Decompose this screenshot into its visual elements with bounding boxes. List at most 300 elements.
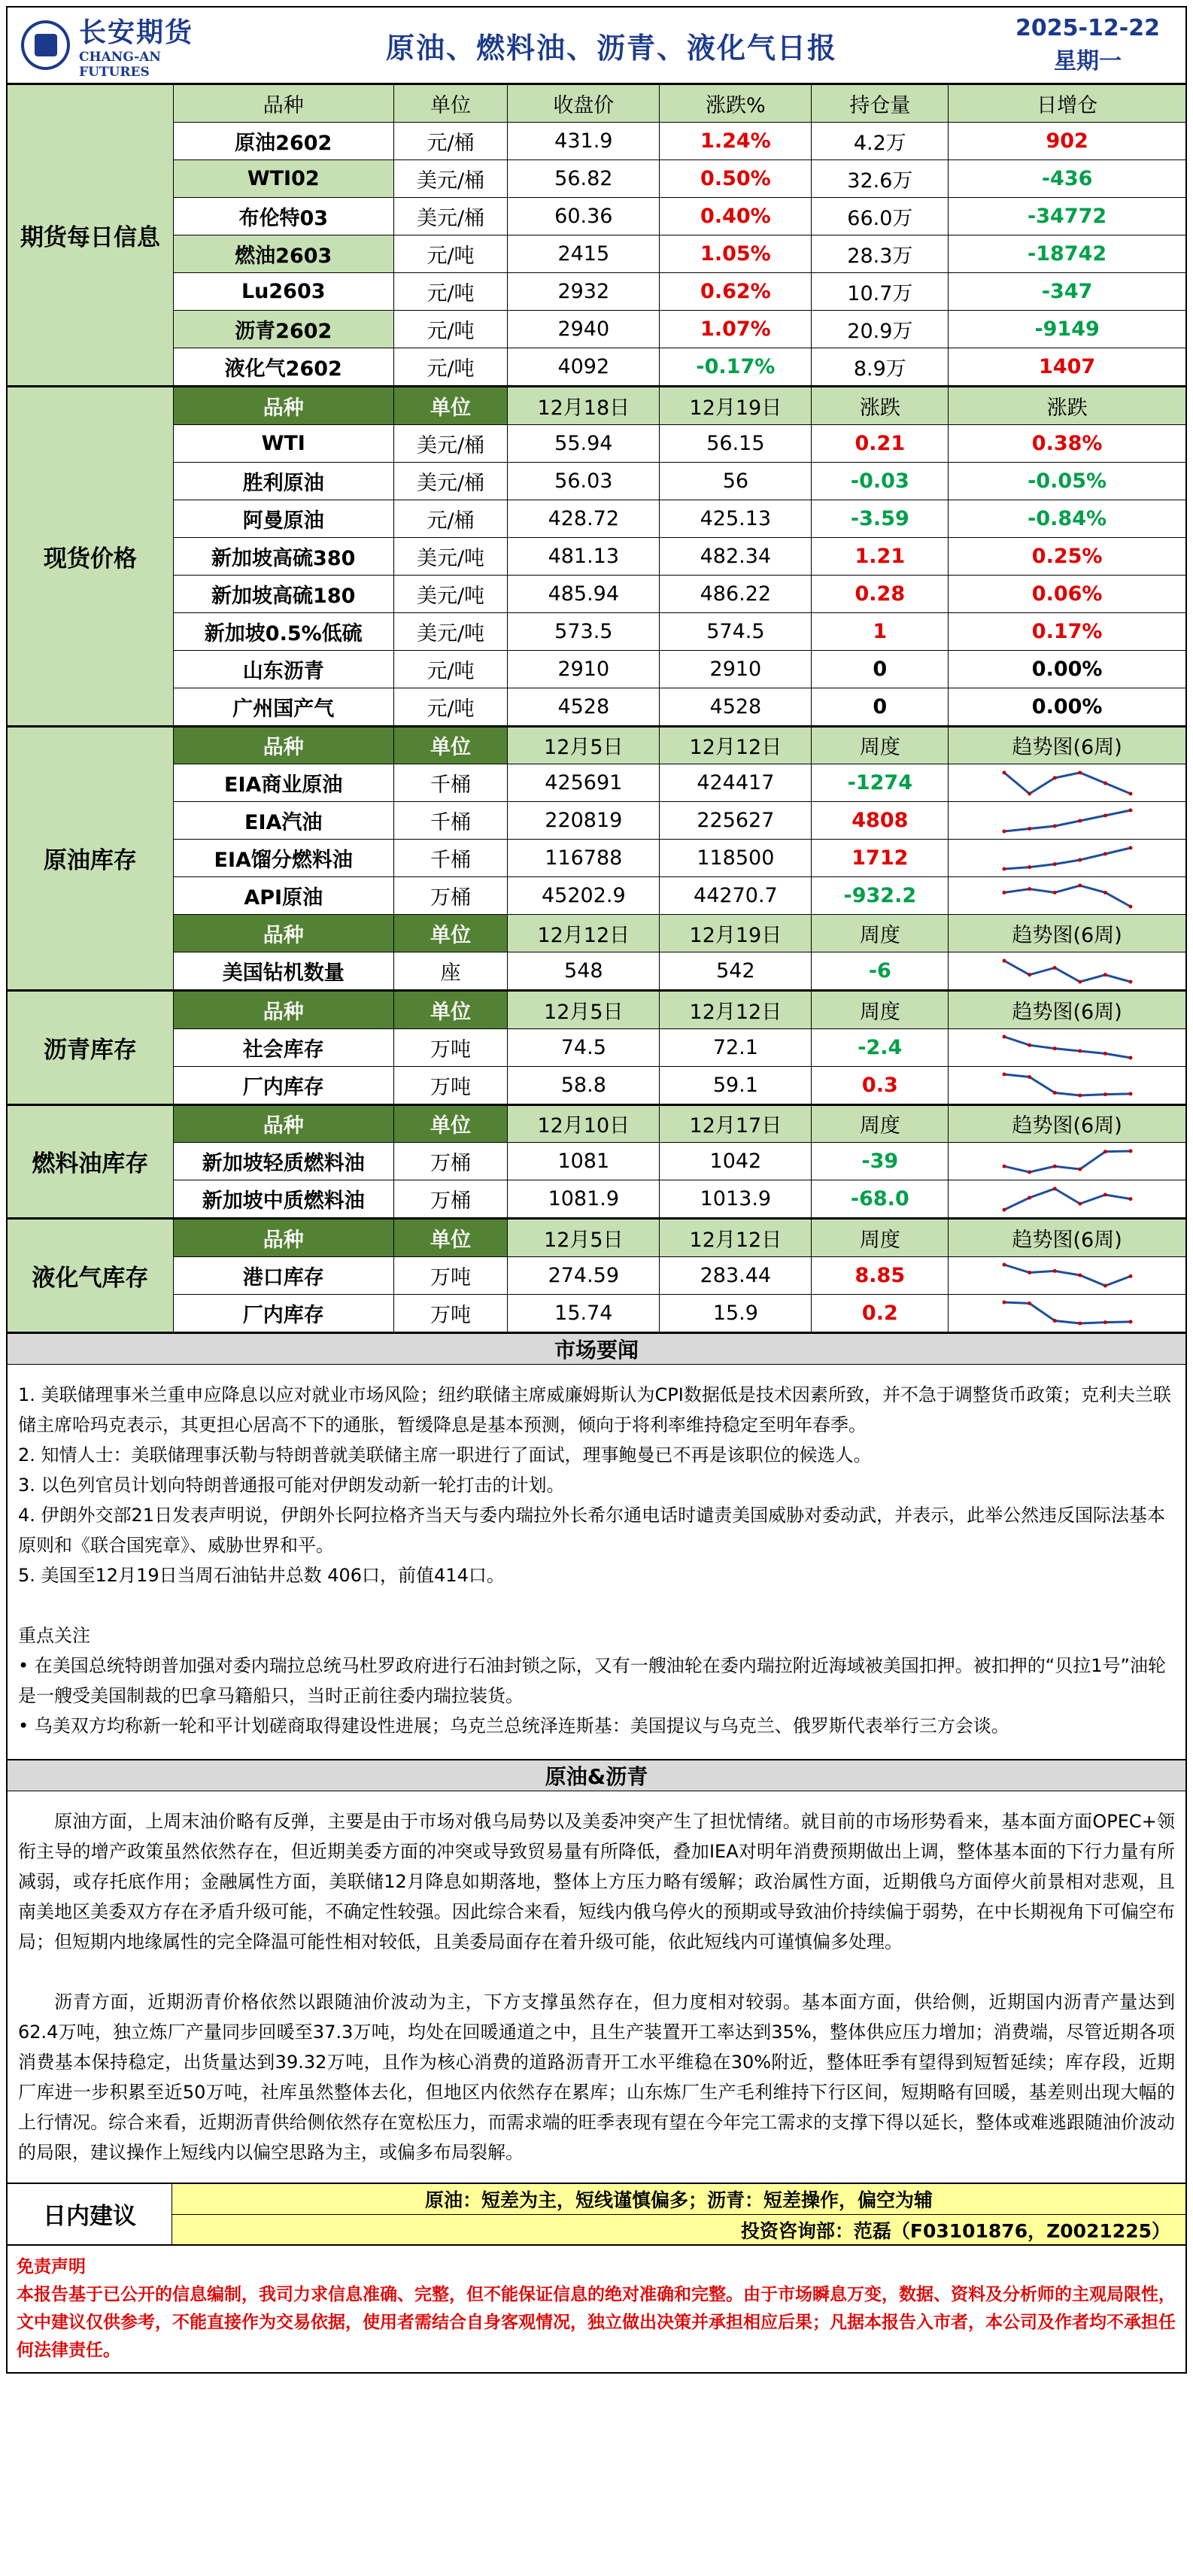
trend-point (1028, 827, 1031, 831)
trend-point (1052, 1269, 1056, 1273)
row-unit: 美元/吨 (393, 537, 508, 575)
trend-point (1078, 1322, 1082, 1326)
trend-point (1103, 852, 1107, 855)
row-price-2: 2910 (660, 650, 812, 688)
trend-point (1128, 808, 1132, 812)
table-row (8, 688, 1185, 725)
table-header-row (8, 915, 1185, 952)
column-header: 趋势图(6周) (949, 991, 1185, 1028)
trend-point (1002, 1073, 1006, 1077)
row-value-1: 548 (508, 952, 660, 990)
trend-sparkline (1000, 1298, 1135, 1328)
trend-point (1103, 890, 1107, 894)
row-trend (949, 952, 1185, 990)
row-trend (949, 1294, 1185, 1332)
row-weekly-change: 8.85 (812, 1256, 949, 1294)
trend-sparkline (1000, 1184, 1135, 1214)
trend-point (1028, 1043, 1031, 1047)
row-close: 2932 (508, 273, 660, 311)
row-unit: 元/吨 (393, 650, 508, 688)
futures-section-label: 期货每日信息 (8, 85, 173, 386)
row-oi-change: -436 (949, 160, 1185, 198)
row-unit: 万桶 (393, 1143, 508, 1180)
row-value-1: 58.8 (508, 1066, 660, 1104)
trend-point (1078, 819, 1082, 822)
row-name: 社会库存 (173, 1028, 393, 1066)
row-close: 4092 (508, 348, 660, 386)
table-row (8, 311, 1185, 348)
trend-point (1128, 904, 1132, 908)
row-name: 原油2602 (173, 123, 393, 160)
news-item: 5. 美国至12月19日当周石油钻井总数 406口，前值414口。 (18, 1564, 505, 1586)
trend-point (1028, 865, 1031, 869)
row-value-1: 274.59 (508, 1256, 660, 1294)
trend-point (1002, 1035, 1006, 1039)
row-change-pct: -0.05% (949, 462, 1185, 500)
row-unit: 万吨 (393, 1066, 508, 1104)
row-name: 燃油2603 (173, 235, 393, 273)
row-weekly-change: -68.0 (812, 1180, 949, 1218)
row-name: EIA馏分燃料油 (173, 840, 393, 877)
trend-point (1002, 1301, 1006, 1305)
row-oi-change: -9149 (949, 311, 1185, 348)
column-header: 12月12日 (660, 991, 812, 1028)
column-header: 日增仓 (949, 85, 1185, 123)
trend-point (1078, 858, 1082, 861)
row-price-1: 428.72 (508, 500, 660, 537)
row-change-pct: 1.24% (660, 123, 812, 160)
trend-point (1078, 1167, 1082, 1171)
futures-table (8, 84, 1185, 386)
column-header: 12月12日 (660, 727, 812, 764)
trend-point (1002, 1164, 1006, 1168)
trend-point (1103, 1192, 1107, 1196)
column-header: 单位 (393, 1219, 508, 1256)
trend-point (1052, 1091, 1056, 1095)
column-header: 持仓量 (812, 85, 949, 123)
analysis-section (8, 1791, 1185, 2183)
advice-label: 日内建议 (8, 2184, 172, 2244)
trend-point (1052, 1164, 1056, 1168)
trend-point (1078, 1274, 1082, 1277)
row-open-interest: 10.7万 (812, 273, 949, 311)
trend-point (1052, 1186, 1056, 1190)
row-price-1: 481.13 (508, 537, 660, 575)
table-row (8, 952, 1185, 990)
trend-point (1052, 1046, 1056, 1050)
row-change: 0 (812, 688, 949, 725)
row-close: 431.9 (508, 123, 660, 160)
row-trend (949, 1028, 1185, 1066)
table-header-row (8, 387, 1185, 424)
table-row (8, 802, 1185, 840)
trend-point (1052, 1319, 1056, 1323)
row-name: 厂内库存 (173, 1294, 393, 1332)
row-open-interest: 66.0万 (812, 198, 949, 235)
row-value-1: 1081.9 (508, 1180, 660, 1218)
row-weekly-change: -932.2 (812, 877, 949, 915)
trend-point (1103, 1092, 1107, 1096)
row-name: 布伦特03 (173, 198, 393, 235)
row-price-1: 485.94 (508, 575, 660, 612)
news-item: 1. 美联储理事米兰重申应降息以应对就业市场风险；纽约联储主席威廉姆斯认为CPI数据低是技术因素所致，并不急于调整货币政策；克利夫兰联储主席哈玛克表示，其更担心居高不下的通胀，暂缓降息是基本预测，倾向于将利率维持稳定至明年春季。 (18, 1384, 1171, 1435)
trend-point (1002, 890, 1006, 894)
column-header: 12月5日 (508, 991, 660, 1028)
table-row (8, 1256, 1185, 1294)
trend-point (1002, 958, 1006, 962)
row-value-2: 1042 (660, 1143, 812, 1180)
crude_inv-section-label: 原油库存 (8, 727, 173, 990)
table-row (8, 123, 1185, 160)
table-row (8, 1143, 1185, 1180)
row-trend (949, 877, 1185, 915)
row-name: WTI02 (173, 160, 393, 198)
report-header (8, 8, 1185, 84)
row-value-2: 283.44 (660, 1256, 812, 1294)
row-value-1: 1081 (508, 1143, 660, 1180)
trend-sparkline (1000, 806, 1135, 836)
row-unit: 万吨 (393, 1028, 508, 1066)
row-open-interest: 8.9万 (812, 348, 949, 386)
table-row (8, 575, 1185, 612)
row-price-1: 4528 (508, 688, 660, 725)
column-header: 周度 (812, 915, 949, 952)
trend-point (1078, 770, 1082, 774)
news-item: 4. 伊朗外交部21日发表声明说，伊朗外长阿拉格齐当天与委内瑞拉外长希尔通电话时谴责美国威胁对委动武，并表示，此举公然违反国际法基本原则和《联合国宪章》、威胁世界和平。 (18, 1504, 1166, 1556)
row-name: API原油 (173, 877, 393, 915)
table-row (8, 198, 1185, 235)
trend-point (1002, 770, 1006, 774)
table-row (8, 348, 1185, 386)
row-unit: 元/桶 (393, 123, 508, 160)
trend-point (1128, 1149, 1132, 1153)
trend-point (1103, 973, 1107, 977)
column-header: 单位 (393, 1105, 508, 1143)
table-row (8, 650, 1185, 688)
trend-sparkline (1000, 768, 1135, 798)
column-header: 品种 (173, 915, 393, 952)
row-name: 港口库存 (173, 1256, 393, 1294)
row-trend (949, 840, 1185, 877)
column-header: 趋势图(6周) (949, 1105, 1185, 1143)
row-change-pct: 0.50% (660, 160, 812, 198)
row-oi-change: -347 (949, 273, 1185, 311)
row-close: 56.82 (508, 160, 660, 198)
trend-point (1078, 883, 1082, 887)
row-price-1: 56.03 (508, 462, 660, 500)
row-change-pct: 0.00% (949, 650, 1185, 688)
report-date: 2025-12-22 (1015, 15, 1160, 41)
column-header: 周度 (812, 1105, 949, 1143)
row-change-pct: -0.84% (949, 500, 1185, 537)
table-row (8, 612, 1185, 650)
row-value-2: 424417 (660, 764, 812, 802)
column-header: 单位 (393, 991, 508, 1028)
trend-point (1002, 867, 1006, 870)
row-trend (949, 1180, 1185, 1218)
row-change-pct: 0.17% (949, 612, 1185, 650)
table-row (8, 1180, 1185, 1218)
row-weekly-change: -1274 (812, 764, 949, 802)
trend-point (1103, 1284, 1107, 1288)
row-value-2: 59.1 (660, 1066, 812, 1104)
trend-sparkline (1000, 1147, 1135, 1177)
row-unit: 元/吨 (393, 688, 508, 725)
row-unit: 千桶 (393, 840, 508, 877)
trend-point (1103, 1150, 1107, 1153)
trend-point (1128, 1056, 1132, 1060)
trend-point (1078, 1201, 1082, 1205)
row-name: 山东沥青 (173, 650, 393, 688)
row-name: 美国钻机数量 (173, 952, 393, 990)
row-trend (949, 802, 1185, 840)
lpg_inv-section-label: 液化气库存 (8, 1219, 173, 1332)
row-price-2: 486.22 (660, 575, 812, 612)
row-unit: 美元/桶 (393, 424, 508, 462)
row-value-1: 116788 (508, 840, 660, 877)
trend-sparkline (1000, 881, 1135, 911)
column-header: 趋势图(6周) (949, 915, 1185, 952)
row-weekly-change: 4808 (812, 802, 949, 840)
row-unit: 美元/吨 (393, 575, 508, 612)
row-unit: 座 (393, 952, 508, 990)
row-name: Lu2603 (173, 273, 393, 311)
column-header: 12月10日 (508, 1105, 660, 1143)
row-price-2: 4528 (660, 688, 812, 725)
disclaimer-title: 免责声明 (17, 2256, 86, 2277)
row-price-2: 482.34 (660, 537, 812, 575)
column-header: 品种 (173, 991, 393, 1028)
row-value-2: 225627 (660, 802, 812, 840)
logo-cn-text: 长安期货 (79, 17, 194, 48)
trend-point (1052, 824, 1056, 828)
row-change-pct: 0.00% (949, 688, 1185, 725)
column-header: 收盘价 (508, 85, 660, 123)
trend-point (1028, 1170, 1031, 1174)
column-header: 品种 (173, 1105, 393, 1143)
row-open-interest: 32.6万 (812, 160, 949, 198)
column-header: 单位 (393, 915, 508, 952)
trend-point (1052, 890, 1056, 894)
column-header: 12月12日 (508, 915, 660, 952)
row-oi-change: 1407 (949, 348, 1185, 386)
row-price-2: 425.13 (660, 500, 812, 537)
row-price-2: 56.15 (660, 424, 812, 462)
trend-point (1028, 973, 1031, 977)
row-unit: 美元/桶 (393, 198, 508, 235)
column-header: 周度 (812, 1219, 949, 1256)
table-row (8, 840, 1185, 877)
trend-point (1078, 1050, 1082, 1053)
row-price-1: 55.94 (508, 424, 660, 462)
data-tables (8, 84, 1185, 1332)
row-value-1: 220819 (508, 802, 660, 840)
disclaimer (8, 2244, 1185, 2372)
row-unit: 元/吨 (393, 273, 508, 311)
row-name: 液化气2602 (173, 348, 393, 386)
trend-point (1028, 1302, 1031, 1305)
column-header: 趋势图(6周) (949, 1219, 1185, 1256)
row-value-1: 45202.9 (508, 877, 660, 915)
row-weekly-change: 1712 (812, 840, 949, 877)
trend-point (1103, 781, 1107, 785)
disclaimer-text: 本报告基于已公开的信息编制，我司力求信息准确、完整，但不能保证信息的绝对准确和完整。由于市场瞬息万变，数据、资料及分析师的主观局限性，文中建议仅供参考，不能直接作为交易依据，使用者需结合自身客观情况，独立做出决策并承担相应后果；凡据本报告入市者，本公司及作者均不承担任何法律责任。 (17, 2284, 1176, 2360)
row-close: 2415 (508, 235, 660, 273)
intraday-advice (8, 2183, 1185, 2244)
column-header: 12月17日 (660, 1105, 812, 1143)
focus-item: • 乌美双方均称新一轮和平计划磋商取得建设性进展；乌克兰总统泽连斯基：美国提议与乌克兰、俄罗斯代表举行三方会谈。 (18, 1715, 1009, 1736)
analysis-asphalt: 沥青方面，近期沥青价格依然以跟随油价波动为主，下方支撑虽然存在，但力度相对较弱。基本面方面，供给侧，近期国内沥青产量达到62.4万吨，独立炼厂产量同步回暖至37.3万吨，均处在回暖通道之中，且生产装置开工率达到35%，整体供应压力增加；消费端，尽管近期各项消费基本保持稳定，出货量达到39.32万吨，且作为核心消费的道路沥青开工水平维稳在30%附近，整体旺季有望得到短暂延续；库存段，近期厂库进一步积累至近50万吨，社库虽然整体去化，但地区内依然存在累库；山东炼厂生产毛利维持下行区间，短期略有回暖，基差则出现大幅的上行情况。综合来看，近期沥青供给侧依然存在宽松压力，而需求端的旺季表现有望在今年完工需求的支撑下得以延长，整体或难逃跟随油价波动的局限，建议操作上短线内以偏空思路为主，或偏多布局裂解。 (18, 1991, 1175, 2163)
news-item: 2. 知情人士：美联储理事沃勒与特朗普就美联储主席一职进行了面试，理事鲍曼已不再是该职位的候选人。 (18, 1444, 872, 1466)
table-row (8, 1028, 1185, 1066)
row-change-pct: 1.07% (660, 311, 812, 348)
row-unit: 万吨 (393, 1256, 508, 1294)
row-unit: 万桶 (393, 1180, 508, 1218)
row-oi-change: 902 (949, 123, 1185, 160)
row-change: 0.21 (812, 424, 949, 462)
row-value-1: 74.5 (508, 1028, 660, 1066)
table-row (8, 500, 1185, 537)
trend-point (1103, 1052, 1107, 1056)
row-name: 新加坡轻质燃料油 (173, 1143, 393, 1180)
trend-point (1002, 829, 1006, 833)
trend-point (1103, 1320, 1107, 1324)
trend-point (1028, 1271, 1031, 1274)
trend-point (1028, 1075, 1031, 1079)
row-unit: 万吨 (393, 1294, 508, 1332)
row-name: 新加坡中质燃料油 (173, 1180, 393, 1218)
trend-point (1128, 1092, 1132, 1095)
report-weekday: 星期一 (1054, 48, 1122, 74)
row-open-interest: 28.3万 (812, 235, 949, 273)
column-header: 12月18日 (508, 387, 660, 424)
row-price-1: 2910 (508, 650, 660, 688)
row-price-1: 573.5 (508, 612, 660, 650)
trend-sparkline (1000, 1032, 1135, 1062)
table-row (8, 1066, 1185, 1104)
row-change-pct: 1.05% (660, 235, 812, 273)
column-header: 周度 (812, 727, 949, 764)
row-close: 2940 (508, 311, 660, 348)
row-trend (949, 1256, 1185, 1294)
report-title: 原油、燃料油、沥青、液化气日报 (385, 31, 837, 65)
table-header-row (8, 727, 1185, 764)
asphalt_inv-section-label: 沥青库存 (8, 991, 173, 1104)
fuel_inv-section-label: 燃料油库存 (8, 1105, 173, 1218)
news-item: 3. 以色列官员计划向特朗普通报可能对伊朗发动新一轮打击的计划。 (18, 1474, 565, 1496)
row-name: 胜利原油 (173, 462, 393, 500)
report-page (6, 6, 1187, 2374)
row-weekly-change: 0.2 (812, 1294, 949, 1332)
advisor-credit: 投资咨询部：范磊（F03101876，Z0021225） (172, 2214, 1185, 2245)
row-weekly-change: -39 (812, 1143, 949, 1180)
trend-point (1103, 813, 1107, 817)
row-unit: 元/桶 (393, 500, 508, 537)
row-name: 新加坡0.5%低硫 (173, 612, 393, 650)
row-value-1: 15.74 (508, 1294, 660, 1332)
row-oi-change: -34772 (949, 198, 1185, 235)
trend-point (1002, 1208, 1006, 1211)
trend-point (1052, 965, 1056, 969)
trend-point (1128, 1320, 1132, 1323)
row-name: 广州国产气 (173, 688, 393, 725)
column-header: 品种 (173, 387, 393, 424)
trend-point (1128, 980, 1132, 983)
trend-point (1052, 862, 1056, 866)
column-header: 周度 (812, 991, 949, 1028)
trend-point (1128, 1197, 1132, 1201)
column-header: 涨跌% (660, 85, 812, 123)
row-name: EIA商业原油 (173, 764, 393, 802)
table-row (8, 160, 1185, 198)
focus-item: • 在美国总统特朗普加强对委内瑞拉总统马杜罗政府进行石油封锁之际，又有一艘油轮在委内瑞拉附近海域被美国扣押。被扣押的“贝拉1号”油轮是一艘受美国制裁的巴拿马籍船只，当时正前往委内瑞拉装货。 (18, 1654, 1166, 1706)
crude_inv-table (8, 726, 1185, 991)
row-value-2: 542 (660, 952, 812, 990)
row-value-2: 44270.7 (660, 877, 812, 915)
column-header: 品种 (173, 85, 393, 123)
news-section (8, 1364, 1185, 1759)
row-unit: 万桶 (393, 877, 508, 915)
table-header-row (8, 1219, 1185, 1256)
row-close: 60.36 (508, 198, 660, 235)
logo-mark-icon (21, 20, 70, 70)
trend-point (1028, 791, 1031, 795)
row-trend (949, 764, 1185, 802)
trend-point (1002, 1263, 1006, 1267)
row-weekly-change: -2.4 (812, 1028, 949, 1066)
column-header: 单位 (393, 727, 508, 764)
table-row (8, 235, 1185, 273)
column-header: 12月12日 (660, 1219, 812, 1256)
trend-point (1128, 1274, 1132, 1278)
row-value-1: 425691 (508, 764, 660, 802)
trend-point (1052, 776, 1056, 779)
row-change-pct: -0.17% (660, 348, 812, 386)
row-name: 厂内库存 (173, 1066, 393, 1104)
trend-point (1128, 846, 1132, 849)
row-change-pct: 0.06% (949, 575, 1185, 612)
trend-sparkline (1000, 956, 1135, 986)
row-value-2: 1013.9 (660, 1180, 812, 1218)
trend-sparkline (1000, 1070, 1135, 1100)
row-oi-change: -18742 (949, 235, 1185, 273)
fuel_inv-table (8, 1104, 1185, 1219)
row-change: 1 (812, 612, 949, 650)
table-row (8, 764, 1185, 802)
column-header: 12月19日 (660, 915, 812, 952)
row-weekly-change: -6 (812, 952, 949, 990)
column-header: 趋势图(6周) (949, 727, 1185, 764)
table-header-row (8, 1105, 1185, 1143)
row-change: 1.21 (812, 537, 949, 575)
row-name: 新加坡高硫180 (173, 575, 393, 612)
focus-title: 重点关注 (18, 1624, 90, 1646)
trend-point (1078, 1094, 1082, 1098)
row-change: 0 (812, 650, 949, 688)
row-unit: 千桶 (393, 764, 508, 802)
row-unit: 美元/桶 (393, 160, 508, 198)
trend-sparkline (1000, 1260, 1135, 1290)
row-unit: 美元/吨 (393, 612, 508, 650)
trend-sparkline (1000, 843, 1135, 873)
table-row (8, 537, 1185, 575)
analysis-title: 原油&沥青 (8, 1759, 1185, 1791)
advice-text: 原油：短差为主，短线谨慎偏多；沥青：短差操作，偏空为辅 (424, 2189, 933, 2211)
column-header: 12月19日 (660, 387, 812, 424)
row-change: -0.03 (812, 462, 949, 500)
row-open-interest: 4.2万 (812, 123, 949, 160)
table-row (8, 273, 1185, 311)
